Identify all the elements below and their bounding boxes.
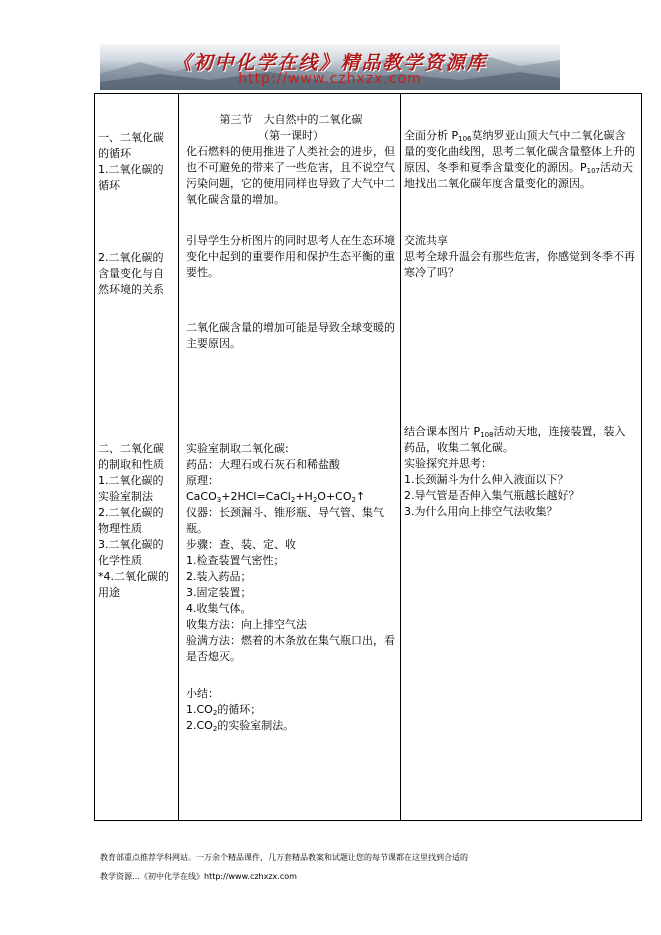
summary-heading: 小结： <box>186 687 219 700</box>
outline-line: 化学性质 <box>98 554 142 567</box>
column-divider <box>400 93 401 821</box>
discussion-heading: 交流共享 <box>404 234 448 247</box>
outline-section-1 <box>98 130 174 194</box>
lab-section <box>186 441 396 665</box>
outline-section-3 <box>98 441 174 601</box>
outline-line: 一、二氧化碳 <box>98 131 164 144</box>
paragraph-text: 引导学生分析图片的同时思考人在生态环境变化中起到的重要作用和保护生态平衡的重要性。 <box>186 234 395 279</box>
outline-line: 用途 <box>98 586 120 599</box>
column-divider <box>178 93 179 821</box>
lab-step: 2.装入药品； <box>186 570 252 583</box>
lesson-subtitle: （第一课时） <box>258 129 324 142</box>
footer-line-1: 教育部重点推荐学科网站。一万余个精品课件，几万套精品教案和试题让您的每节课都在这里找到合适的 <box>100 853 468 862</box>
outline-line: 1.二氧化碳的 <box>98 163 164 176</box>
banner-url[interactable]: http://www.czhxzx.com <box>238 71 422 87</box>
lab-principle: 原理：$CaCO_3+2HCl=CaCl_2+H_2O+CO_2↑$ <box>186 474 366 504</box>
summary-item: $2.CO_2$的实验室制法。 <box>186 719 295 733</box>
activity-text: 全面分析 $P_{106}$莫纳罗亚山顶大气中二氧化碳含量的变化曲线图，思考二氧化碳含量整体上升的原因、冬季和夏季含量变化的源因。$P_{107}$活动天地找出二氧化碳年度含量变化的源因。 <box>404 129 635 190</box>
lab-step: 1.检查装置气密性； <box>186 554 285 567</box>
lab-test: 验满方法：燃着的木条放在集气瓶口出，看是否熄灭。 <box>186 634 395 663</box>
header-banner <box>100 44 560 90</box>
summary-section <box>186 686 396 734</box>
lab-steps-label: 步骤：查、装、定、收 <box>186 538 296 551</box>
activity-analysis <box>404 128 636 192</box>
outline-line: 含量变化与自 <box>98 267 164 280</box>
experiment-question: 3.为什么用向上排空气法收集？ <box>404 505 558 518</box>
lab-apparatus: 仪器：长颈漏斗、锥形瓶、导气管、集气瓶。 <box>186 506 384 535</box>
outline-line: 循环 <box>98 179 120 192</box>
outline-line: 2.二氧化碳的 <box>98 506 164 519</box>
outline-line: 物理性质 <box>98 522 142 535</box>
paragraph-guidance <box>186 233 396 281</box>
lab-step: 3.固定装置； <box>186 586 252 599</box>
experiment-sub-heading: 实验探究并思考： <box>404 457 492 470</box>
lab-heading: 实验室制取二氧化碳: <box>186 442 289 455</box>
outline-section-2 <box>98 250 174 298</box>
lab-step: 4.收集气体。 <box>186 602 252 615</box>
outline-line: 的循环 <box>98 147 131 160</box>
banner-title: 《初中化学在线》精品教学资源库 <box>172 52 488 74</box>
outline-line: 3.二氧化碳的 <box>98 538 164 551</box>
outline-line: 1.二氧化碳的 <box>98 474 164 487</box>
discussion-text: 思考全球升温会有那些危害，你感觉到冬季不再寒冷了吗？ <box>404 250 635 279</box>
experiment-text: 结合课本图片 $P_{108}$活动天地，连接装置，装入药品，收集二氧化碳。 <box>404 425 626 454</box>
outline-line: 然环境的关系 <box>98 283 164 296</box>
paragraph-fossil-fuels: 化石燃料的使用推进了人类社会的进步，但也不可避免的带来了一些危害，且不说空气污染问题，它的使用同样也导致了大气中二氧化碳含量的增加。 <box>186 145 395 206</box>
experiment-question: 1.长颈漏斗为什么伸入液面以下？ <box>404 473 569 486</box>
lab-collection: 收集方法：向上排空气法 <box>186 618 307 631</box>
summary-item: $1.CO_2$的循环； <box>186 703 262 717</box>
lab-reagents: 药品：大理石或石灰石和稀盐酸 <box>186 458 340 471</box>
paragraph-warming <box>186 320 396 352</box>
activity-experiment <box>404 424 636 520</box>
lesson-body <box>186 112 396 208</box>
outline-line: *4.二氧化碳的 <box>98 570 169 583</box>
footer-line-2: 教学资源…《初中化学在线》http://www.czhxzx.com <box>100 872 297 881</box>
paragraph-text: 二氧化碳含量的增加可能是导致全球变暖的主要原因。 <box>186 321 395 350</box>
outline-line: 的制取和性质 <box>98 458 164 471</box>
lesson-title: 第三节 大自然中的二氧化碳 <box>219 113 363 126</box>
activity-discussion <box>404 233 636 281</box>
outline-line: 二、二氧化碳 <box>98 442 164 455</box>
experiment-question: 2.导气管是否伸入集气瓶越长越好？ <box>404 489 580 502</box>
outline-line: 2.二氧化碳的 <box>98 251 164 264</box>
outline-line: 实验室制法 <box>98 490 153 503</box>
